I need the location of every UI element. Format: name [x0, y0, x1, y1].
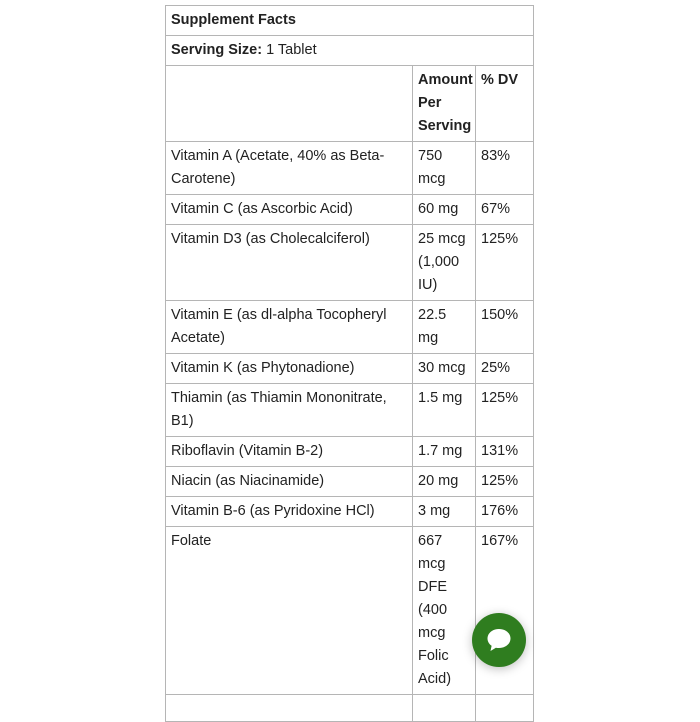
nutrient-name: Vitamin B-6 (as Pyridoxine HCl) [166, 497, 413, 527]
table-row [166, 301, 534, 354]
table-row [166, 384, 534, 437]
dv-header: % DV [476, 66, 534, 142]
table-row [166, 497, 534, 527]
dv-value: 25% [476, 354, 534, 384]
nutrient-name: Niacin (as Niacinamide) [166, 467, 413, 497]
dv-value: 67% [476, 195, 534, 225]
amount-header: Amount Per Serving [413, 66, 476, 142]
serving-size [166, 36, 534, 66]
dv-value: 167% [476, 527, 534, 695]
amount-value: 30 mcg [413, 354, 476, 384]
dv-value: 131% [476, 437, 534, 467]
header-row [166, 66, 534, 142]
dv-value: 125% [476, 467, 534, 497]
amount-value: 3 mg [413, 497, 476, 527]
supplement-facts-table [165, 5, 534, 722]
table-row [166, 142, 534, 195]
nutrient-name: Vitamin D3 (as Cholecalciferol) [166, 225, 413, 301]
table-row [166, 527, 534, 695]
amount-value: 20 mg [413, 467, 476, 497]
nutrient-name: Vitamin K (as Phytonadione) [166, 354, 413, 384]
chat-button[interactable] [472, 613, 526, 667]
amount-value: 25 mcg (1,000 IU) [413, 225, 476, 301]
dv-value: 176% [476, 497, 534, 527]
dv-value: 125% [476, 225, 534, 301]
nutrient-name: Vitamin A (Acetate, 40% as Beta-Carotene) [166, 142, 413, 195]
table-row [166, 437, 534, 467]
nutrient-name: Riboflavin (Vitamin B-2) [166, 437, 413, 467]
serving-size-value: 1 Tablet [266, 42, 317, 58]
table-title: Supplement Facts [166, 6, 534, 36]
amount-value: 667 mcg DFE (400 mcg Folic Acid) [413, 527, 476, 695]
nutrient-name: Vitamin C (as Ascorbic Acid) [166, 195, 413, 225]
amount-value: 1.7 mg [413, 437, 476, 467]
amount-value: 1.5 mg [413, 384, 476, 437]
dv-value: 150% [476, 301, 534, 354]
table-row [166, 354, 534, 384]
dv-value: 83% [476, 142, 534, 195]
table-row [166, 467, 534, 497]
nutrient-name: Folate [166, 527, 413, 695]
table-row [166, 195, 534, 225]
amount-value: 22.5 mg [413, 301, 476, 354]
amount-value: 60 mg [413, 195, 476, 225]
table-row [166, 225, 534, 301]
dv-value: 125% [476, 384, 534, 437]
nutrient-name: Vitamin E (as dl-alpha Tocopheryl Acetate) [166, 301, 413, 354]
serving-size-label: Serving Size: [171, 42, 263, 58]
nutrient-name: Thiamin (as Thiamin Mononitrate, B1) [166, 384, 413, 437]
amount-value: 750 mcg [413, 142, 476, 195]
chat-bubble-icon [484, 625, 514, 655]
